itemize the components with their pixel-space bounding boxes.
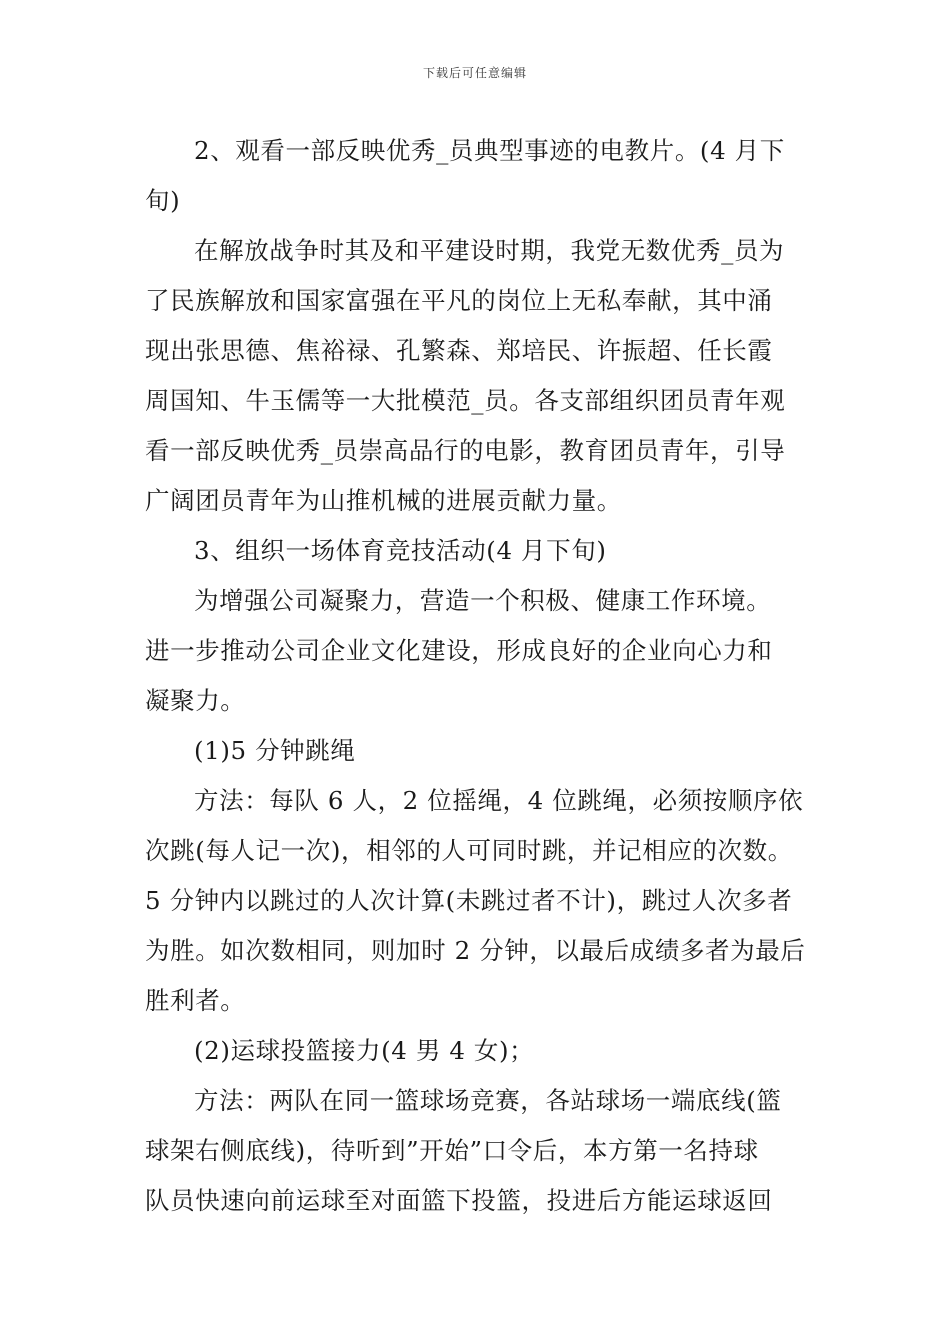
text-line: 为胜。如次数相同，则加时 2 分钟，以最后成绩多者为最后 bbox=[145, 936, 806, 965]
text-line: 凝聚力。 bbox=[145, 686, 246, 715]
text-line: 队员快速向前运球至对面篮下投篮，投进后方能运球返回 bbox=[145, 1186, 773, 1215]
text-line: (2)运球投篮接力(4 男 4 女)； bbox=[194, 1036, 535, 1065]
text-line: 2、观看一部反映优秀_员典型事迹的电教片。(4 月下 bbox=[194, 136, 785, 165]
page-header: 下载后可任意编辑 bbox=[422, 66, 527, 80]
text-line: 旬) bbox=[145, 186, 181, 215]
text-line: 为增强公司凝聚力，营造一个积极、健康工作环境。 bbox=[194, 586, 772, 615]
text-line: 看一部反映优秀_员崇高品行的电影，教育团员青年，引导 bbox=[145, 436, 786, 465]
document-body bbox=[145, 126, 810, 1226]
text-line: 球架右侧底线)，待听到”开始”口令后，本方第一名持球 bbox=[145, 1136, 759, 1165]
text-line: 广阔团员青年为山推机械的进展贡献力量。 bbox=[145, 486, 622, 515]
text-line: (1)5 分钟跳绳 bbox=[194, 736, 356, 765]
text-line: 在解放战争时其及和平建设时期，我党无数优秀_员为 bbox=[194, 236, 785, 265]
text-line: 现出张思德、焦裕禄、孔繁森、郑培民、许振超、任长霞 bbox=[145, 336, 773, 365]
text-line: 3、组织一场体育竞技活动(4 月下旬) bbox=[194, 536, 607, 565]
text-line: 周国知、牛玉儒等一大批模范_员。各支部组织团员青年观 bbox=[145, 386, 786, 415]
text-line: 5 分钟内以跳过的人次计算(未跳过者不计)，跳过人次多者 bbox=[145, 886, 793, 915]
text-line: 了民族解放和国家富强在平凡的岗位上无私奉献，其中涌 bbox=[145, 286, 773, 315]
text-line: 进一步推动公司企业文化建设，形成良好的企业向心力和 bbox=[145, 636, 773, 665]
text-line: 次跳(每人记一次)，相邻的人可同时跳，并记相应的次数。 bbox=[145, 836, 793, 865]
text-line: 方法：两队在同一篮球场竞赛，各站球场一端底线(篮 bbox=[194, 1086, 782, 1115]
text-line: 胜利者。 bbox=[145, 986, 246, 1015]
text-line: 方法：每队 6 人，2 位摇绳，4 位跳绳，必须按顺序依 bbox=[194, 786, 804, 815]
